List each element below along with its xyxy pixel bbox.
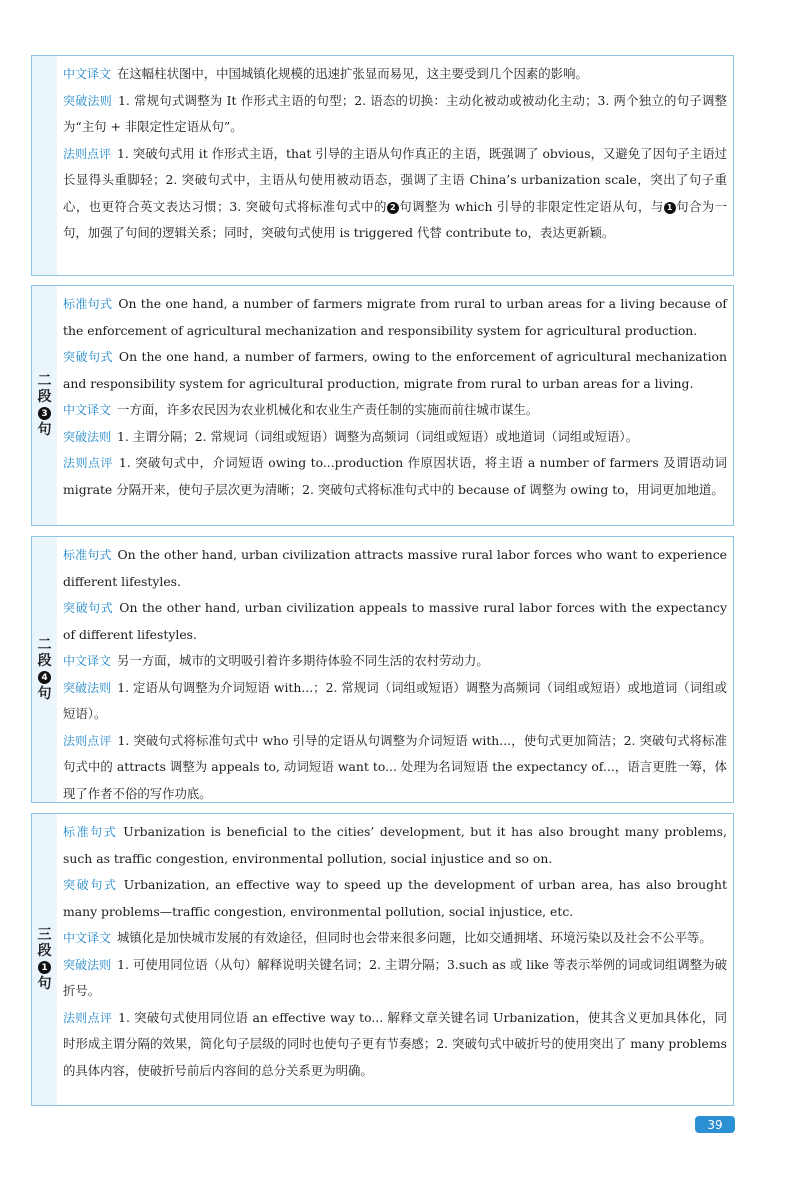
side-char: 段 <box>37 653 52 669</box>
side-char: 二 <box>37 637 52 653</box>
row-comment <box>63 728 727 808</box>
row-label: 标准句式 <box>63 297 113 311</box>
sentence-number-badge: 1 <box>664 202 676 214</box>
row-label: 标准句式 <box>63 825 118 839</box>
row-label: 中文译文 <box>63 654 112 668</box>
row-label: 突破法则 <box>63 93 112 108</box>
row-label: 法则点评 <box>63 456 113 470</box>
note-box-2 <box>31 285 734 526</box>
row-label: 突破句式 <box>63 601 114 615</box>
row-label: 法则点评 <box>63 733 112 748</box>
row-rule <box>63 424 727 451</box>
row-text: 句调整为 which 引导的非限定性定语从句，与 <box>398 198 664 214</box>
side-char: 句 <box>37 686 52 702</box>
row-text: 1. 突破句式使用同位语 an effective way to... 解释文章关键名词 Urbanization，使其含义更加具体化，同时形成主谓分隔的效果，简化句子层级的同时也使句子更有节奏感；2. 突破句式中破折号的使用突出了 many problems 的具体内容，使破折号前后内容间的总分关系更为明确。 <box>63 1009 727 1078</box>
row-text: 1. 突破句式将标准句式中 who 引导的定语从句调整为介词短语 with...，使句式更加简洁；2. 突破句式将标准句式中的 attracts 调整为 appeals to, 动词短语 want to... 处理为名词短语 the expectancy of...，语言更胜一筹，体现了作者不俗的写作功底。 <box>63 732 727 801</box>
side-char: 段 <box>37 943 52 959</box>
row-label: 标准句式 <box>63 548 112 562</box>
row-label: 突破法则 <box>63 429 112 444</box>
row-text: Urbanization is beneficial to the cities’ development, but it has also brought many problems, such as traffic congestion, environmental pollution, social injustice and so on. <box>63 824 727 866</box>
side-char: 三 <box>37 927 52 943</box>
row-label: 中文译文 <box>63 67 112 81</box>
page-number: 39 <box>695 1116 735 1133</box>
row-breakthrough <box>63 595 727 648</box>
row-text: On the other hand, urban civilization attracts massive rural labor forces who want to experience different lifestyles. <box>63 547 727 589</box>
row-translation <box>63 925 727 952</box>
row-comment <box>63 1005 727 1085</box>
note-box-3 <box>31 536 734 803</box>
side-number-badge: 1 <box>38 961 51 974</box>
row-text: On the one hand, a number of farmers migrate from rural to urban areas for a living because of the enforcement of agricultural mechanization and responsibility system for agricultural production. <box>63 296 727 338</box>
row-text: Urbanization, an effective way to speed up the development of urban area, has also brought many problems—traffic congestion, environmental pollution, social injustice, etc. <box>63 877 727 919</box>
row-breakthrough <box>63 872 727 925</box>
box-side-strip <box>32 814 57 1105</box>
row-text: 1. 可使用同位语（从句）解释说明关键名词；2. 主谓分隔；3.such as 或 like 等表示举例的词或词组调整为破折号。 <box>63 956 727 998</box>
box-side-strip <box>32 286 57 525</box>
row-label: 法则点评 <box>63 1010 113 1025</box>
row-label: 法则点评 <box>63 146 112 161</box>
row-label: 突破法则 <box>63 957 112 972</box>
row-translation <box>63 397 727 424</box>
row-text: 另一方面，城市的文明吸引着许多期待体验不同生活的农村劳动力。 <box>117 653 489 668</box>
sentence-number-badge: 2 <box>387 202 399 214</box>
row-text: 城镇化是加快城市发展的有效途径，但同时也会带来很多问题，比如交通拥堵、环境污染以及社会不公平等。 <box>117 930 712 945</box>
row-text: 句合为一句，加强了句间的逻辑关系；同时，突破句式使用 is triggered 代替 contribute to，表达更新颖。 <box>63 198 728 240</box>
row-text: 1. 突破句式用 it 作形式主语，that 引导的主语从句作真正的主语，既强调了 obvious，又避免了因句子主语过长显得头重脚轻；2. 突破句式中，主语从句使用被动语态，强调了主语 China’s urbanization scale，突出了句子重心，也更符合英文表达习惯；3. 突破句式将标准句式中的 <box>63 145 727 214</box>
row-label: 中文译文 <box>63 931 112 945</box>
side-number-badge: 3 <box>38 407 51 420</box>
row-text: 在这幅柱状图中，中国城镇化规模的迅速扩张显而易见，这主要受到几个因素的影响。 <box>117 66 588 81</box>
row-label: 突破句式 <box>63 878 118 892</box>
row-breakthrough <box>63 344 727 397</box>
row-text: 1. 突破句式中，介词短语 owing to...production 作原因状语，将主语 a number of farmers 及谓语动词 migrate 分隔开来，使句子层次更为清晰；2. 突破句式将标准句式中的 because of 调整为 owing to，用词更加地道。 <box>63 455 727 497</box>
row-comment <box>63 141 727 247</box>
row-label: 突破法则 <box>63 680 112 695</box>
side-char: 段 <box>37 389 52 405</box>
row-comment <box>63 450 727 503</box>
row-standard <box>63 291 727 344</box>
row-rule <box>63 88 727 141</box>
note-box-4 <box>31 813 734 1106</box>
side-char: 句 <box>37 422 52 438</box>
side-char: 二 <box>37 373 52 389</box>
row-rule <box>63 675 727 728</box>
row-text: 1. 主谓分隔；2. 常规词（词组或短语）调整为高频词（词组或短语）或地道词（词组或短语）。 <box>117 428 638 444</box>
note-box-1 <box>31 55 734 276</box>
row-translation <box>63 61 727 88</box>
row-standard <box>63 542 727 595</box>
row-label: 中文译文 <box>63 403 112 417</box>
box-side-strip <box>32 56 57 275</box>
row-text: 1. 定语从句调整为介词短语 with...；2. 常规词（词组或短语）调整为高频词（词组或短语）或地道词（词组或短语）。 <box>63 679 727 721</box>
row-text: 一方面，许多农民因为农业机械化和农业生产责任制的实施而前往城市谋生。 <box>117 402 539 417</box>
row-translation <box>63 648 727 675</box>
side-char: 句 <box>37 976 52 992</box>
box-side-strip <box>32 537 57 802</box>
row-text: On the other hand, urban civilization appeals to massive rural labor forces with the expectancy of different lifestyles. <box>63 600 727 642</box>
side-number-badge: 4 <box>38 671 51 684</box>
row-rule <box>63 952 727 1005</box>
row-standard <box>63 819 727 872</box>
row-text: On the one hand, a number of farmers, owing to the enforcement of agricultural mechanization and responsibility system for agricultural production, migrate from rural to urban areas for a living. <box>63 349 727 391</box>
row-label: 突破句式 <box>63 350 113 364</box>
row-text: 1. 常规句式调整为 It 作形式主语的句型；2. 语态的切换：主动化被动或被动化主动；3. 两个独立的句子调整为“主句 + 非限定性定语从句”。 <box>63 92 727 134</box>
